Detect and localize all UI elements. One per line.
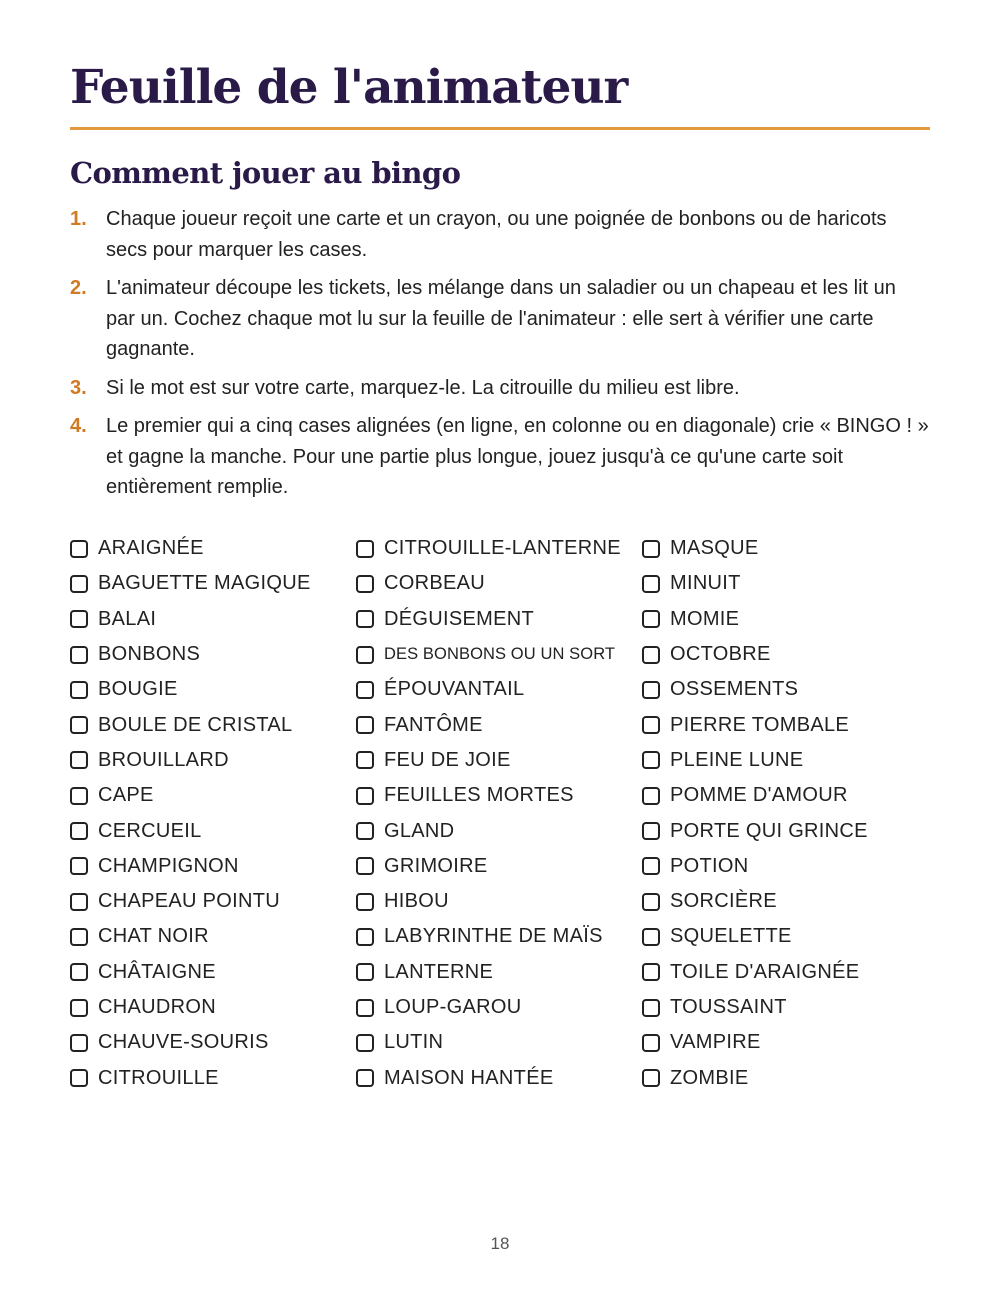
checkbox-icon[interactable] — [70, 999, 88, 1017]
word-label: MOMIE — [670, 607, 740, 630]
word-item — [70, 531, 356, 566]
checkbox-icon[interactable] — [356, 681, 374, 699]
word-label: BROUILLARD — [98, 748, 229, 771]
word-item — [356, 707, 642, 742]
word-item — [642, 813, 930, 848]
instruction-list — [70, 204, 930, 511]
word-label: SORCIÈRE — [670, 890, 777, 913]
word-item — [356, 884, 642, 919]
checkbox-icon[interactable] — [642, 963, 660, 981]
word-label: DES BONBONS OU UN SORT — [384, 645, 616, 664]
word-label: ÉPOUVANTAIL — [384, 678, 525, 701]
word-item — [642, 743, 930, 778]
instruction-item — [70, 273, 930, 365]
step-text: Chaque joueur reçoit une carte et un crayon, ou une poignée de bonbons ou de haricots secs pour marquer les cases. — [106, 208, 887, 261]
word-label: GLAND — [384, 819, 455, 842]
word-item — [356, 531, 642, 566]
checkbox-icon[interactable] — [70, 963, 88, 981]
checkbox-icon[interactable] — [642, 751, 660, 769]
word-item — [70, 1060, 356, 1095]
word-item — [642, 990, 930, 1025]
checkbox-icon[interactable] — [642, 575, 660, 593]
word-label: OCTOBRE — [670, 643, 771, 666]
step-number: 1. — [70, 208, 87, 230]
word-label: LABYRINTHE DE MAÏS — [384, 925, 603, 948]
checkbox-icon[interactable] — [70, 893, 88, 911]
word-item — [642, 955, 930, 990]
word-label: CHÂTAIGNE — [98, 960, 216, 983]
word-label: LANTERNE — [384, 960, 494, 983]
checkbox-icon[interactable] — [356, 540, 374, 558]
checkbox-icon[interactable] — [642, 999, 660, 1017]
checkbox-icon[interactable] — [356, 751, 374, 769]
caller-word-checklist — [70, 531, 930, 1096]
checkbox-icon[interactable] — [356, 893, 374, 911]
checkbox-icon[interactable] — [70, 646, 88, 664]
word-column — [642, 531, 930, 1096]
checkbox-icon[interactable] — [642, 893, 660, 911]
checkbox-icon[interactable] — [70, 787, 88, 805]
word-label: OSSEMENTS — [670, 678, 799, 701]
word-item — [642, 672, 930, 707]
checkbox-icon[interactable] — [356, 787, 374, 805]
word-item — [70, 637, 356, 672]
word-label: MINUIT — [670, 572, 741, 595]
word-label: ARAIGNÉE — [98, 537, 204, 560]
word-label: CHAUVE-SOURIS — [98, 1031, 269, 1054]
word-label: TOILE D'ARAIGNÉE — [670, 960, 860, 983]
word-item — [642, 637, 930, 672]
step-text: L'animateur découpe les tickets, les mélange dans un saladier ou un chapeau et les lit un par un. Cochez chaque mot lu sur la feuille de l'animateur : elle sert à vérifier une carte gagnante. — [106, 277, 896, 360]
word-label: FEUILLES MORTES — [384, 784, 574, 807]
word-item — [356, 955, 642, 990]
word-item — [70, 778, 356, 813]
word-label: BALAI — [98, 607, 157, 630]
checkbox-icon[interactable] — [642, 822, 660, 840]
checkbox-icon[interactable] — [356, 716, 374, 734]
word-label: SQUELETTE — [670, 925, 792, 948]
word-label: HIBOU — [384, 890, 449, 913]
word-item — [70, 743, 356, 778]
checkbox-icon[interactable] — [356, 1034, 374, 1052]
word-item — [70, 707, 356, 742]
checkbox-icon[interactable] — [642, 928, 660, 946]
word-item — [70, 1025, 356, 1060]
word-item — [70, 919, 356, 954]
instruction-item — [70, 204, 930, 265]
word-item — [642, 919, 930, 954]
word-label: CITROUILLE-LANTERNE — [384, 537, 621, 560]
word-item — [642, 1025, 930, 1060]
word-item — [70, 884, 356, 919]
word-label: LOUP-GAROU — [384, 996, 522, 1018]
word-item — [642, 1060, 930, 1095]
instruction-item — [70, 411, 930, 503]
word-item — [356, 602, 642, 637]
word-label: POMME D'AMOUR — [670, 784, 848, 807]
word-item — [356, 849, 642, 884]
instruction-item — [70, 373, 930, 404]
title-divider — [70, 127, 930, 130]
word-item — [642, 849, 930, 884]
word-item — [356, 566, 642, 601]
word-item — [70, 990, 356, 1025]
step-number: 2. — [70, 277, 87, 299]
word-item — [70, 955, 356, 990]
word-label: CHAMPIGNON — [98, 854, 239, 877]
checkbox-icon[interactable] — [70, 575, 88, 593]
word-label: CHAUDRON — [98, 996, 216, 1018]
word-item — [356, 743, 642, 778]
word-label: CHAT NOIR — [98, 925, 209, 948]
word-label: MASQUE — [670, 537, 759, 560]
word-item — [356, 813, 642, 848]
word-label: MAISON HANTÉE — [384, 1066, 554, 1089]
checkbox-icon[interactable] — [70, 857, 88, 875]
checkbox-icon[interactable] — [356, 575, 374, 593]
step-number: 3. — [70, 376, 87, 399]
word-label: PLEINE LUNE — [670, 748, 804, 771]
word-label: TOUSSAINT — [670, 996, 787, 1018]
word-item — [70, 672, 356, 707]
step-text: Si le mot est sur votre carte, marquez-le. La citrouille du milieu est libre. — [106, 376, 740, 399]
page-number: 18 — [490, 1234, 510, 1253]
checkbox-icon[interactable] — [356, 610, 374, 628]
word-item — [70, 849, 356, 884]
checkbox-icon[interactable] — [356, 822, 374, 840]
word-item — [356, 637, 642, 672]
word-item — [642, 531, 930, 566]
checkbox-icon[interactable] — [70, 681, 88, 699]
word-item — [356, 778, 642, 813]
word-label: BONBONS — [98, 643, 201, 666]
word-label: BOUGIE — [98, 678, 178, 701]
section-heading: Comment jouer au bingo — [70, 156, 461, 190]
word-item — [356, 672, 642, 707]
checkbox-icon[interactable] — [642, 610, 660, 628]
word-item — [356, 990, 642, 1025]
word-item — [642, 602, 930, 637]
word-label: BAGUETTE MAGIQUE — [98, 572, 311, 595]
word-item — [70, 813, 356, 848]
word-column — [70, 531, 356, 1096]
checkbox-icon[interactable] — [70, 822, 88, 840]
word-label: CERCUEIL — [98, 819, 202, 842]
word-label: LUTIN — [384, 1031, 444, 1054]
word-item — [70, 602, 356, 637]
word-item — [642, 566, 930, 601]
word-label: FEU DE JOIE — [384, 748, 511, 771]
word-label: CAPE — [98, 784, 154, 807]
checkbox-icon[interactable] — [356, 999, 374, 1017]
checkbox-icon[interactable] — [642, 1034, 660, 1052]
word-item — [642, 778, 930, 813]
word-label: POTION — [670, 854, 749, 877]
word-label: PIERRE TOMBALE — [670, 713, 850, 736]
checkbox-icon[interactable] — [642, 681, 660, 699]
word-label: BOULE DE CRISTAL — [98, 713, 293, 736]
checkbox-icon[interactable] — [642, 540, 660, 558]
word-label: FANTÔME — [384, 713, 483, 736]
checkbox-icon[interactable] — [70, 1034, 88, 1052]
page-title: Feuille de l'animateur — [70, 60, 628, 115]
checkbox-icon[interactable] — [642, 787, 660, 805]
checkbox-icon[interactable] — [356, 646, 374, 664]
word-item — [642, 707, 930, 742]
checkbox-icon[interactable] — [70, 751, 88, 769]
word-label: DÉGUISEMENT — [384, 607, 534, 630]
word-item — [356, 919, 642, 954]
word-label: CITROUILLE — [98, 1066, 219, 1089]
word-label: GRIMOIRE — [384, 854, 488, 877]
checkbox-icon[interactable] — [642, 716, 660, 734]
checkbox-icon[interactable] — [70, 716, 88, 734]
checkbox-icon[interactable] — [70, 610, 88, 628]
word-label: ZOMBIE — [670, 1066, 749, 1089]
step-number: 4. — [70, 415, 87, 437]
checkbox-icon[interactable] — [356, 963, 374, 981]
checkbox-icon[interactable] — [356, 928, 374, 946]
word-column — [356, 531, 642, 1096]
checkbox-icon[interactable] — [356, 857, 374, 875]
checkbox-icon[interactable] — [642, 646, 660, 664]
word-item — [356, 1060, 642, 1095]
checkbox-icon[interactable] — [356, 1069, 374, 1087]
checkbox-icon[interactable] — [70, 540, 88, 558]
checkbox-icon[interactable] — [642, 857, 660, 875]
word-label: CORBEAU — [384, 572, 486, 595]
word-item — [642, 884, 930, 919]
word-label: VAMPIRE — [670, 1031, 761, 1054]
word-label: PORTE QUI GRINCE — [670, 819, 868, 842]
checkbox-icon[interactable] — [642, 1069, 660, 1087]
checkbox-icon[interactable] — [70, 928, 88, 946]
word-label: CHAPEAU POINTU — [98, 890, 281, 913]
word-item — [70, 566, 356, 601]
checkbox-icon[interactable] — [70, 1069, 88, 1087]
step-text: Le premier qui a cinq cases alignées (en ligne, en colonne ou en diagonale) crie « BINGO ! » et gagne la manche. Pour une partie plus longue, jouez jusqu'à ce qu'une carte soit entièrement remplie. — [106, 415, 929, 498]
word-item — [356, 1025, 642, 1060]
